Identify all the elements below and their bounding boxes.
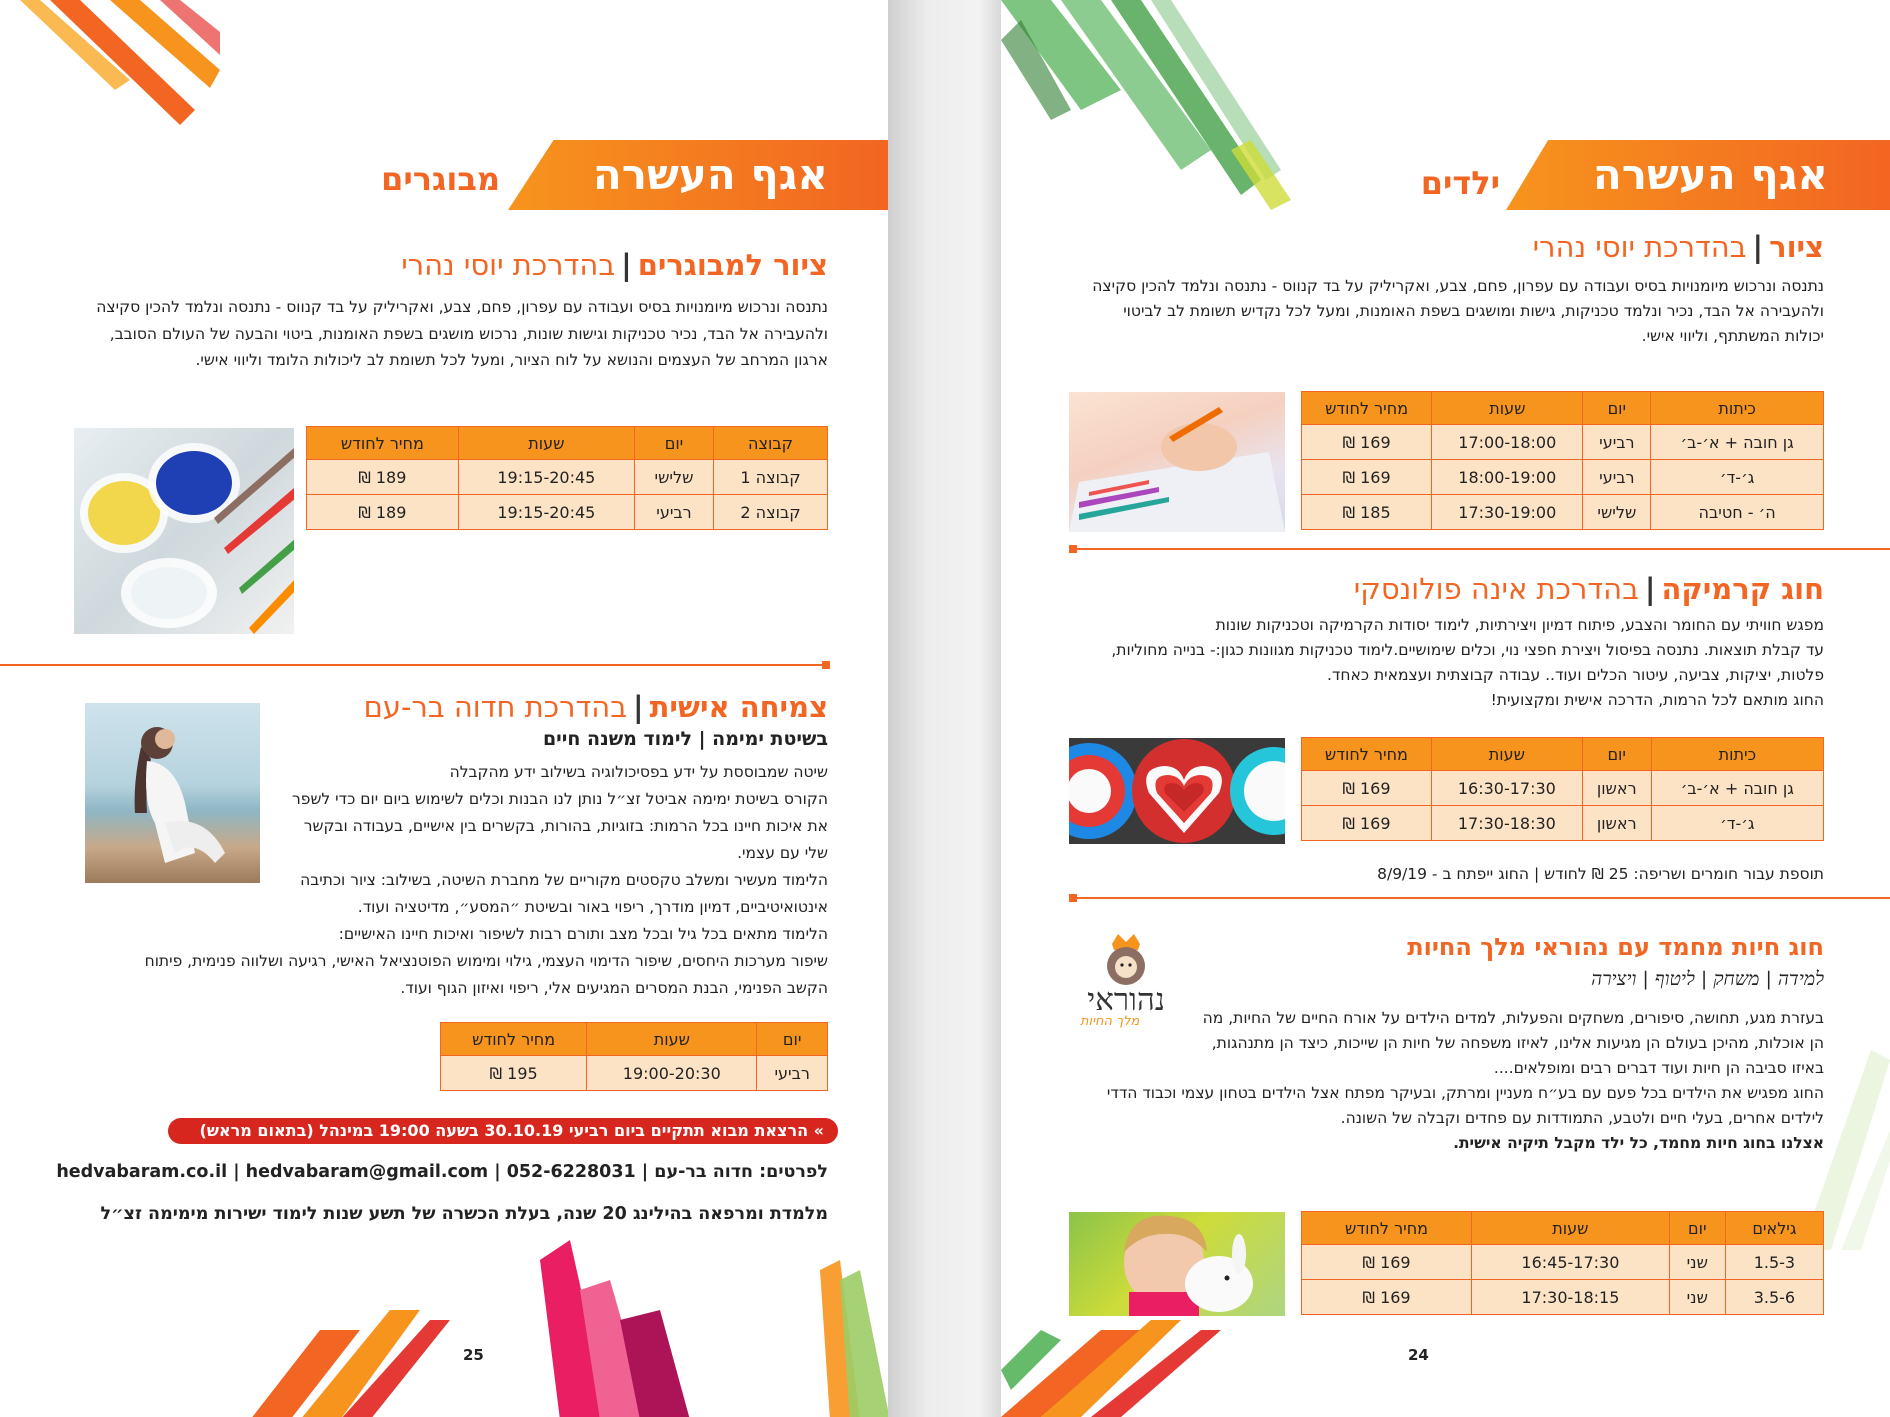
text-line: הן אוכלות, מהיכן בעולם הן מגיעות אלינו, לאיזו משפחה של חיות הן שייכות, כיצד הן מתנהגות, [1211,1034,1824,1052]
header-day: יום [1582,738,1651,771]
text-line: את איכות חיינו בכל הרמות: בזוגיות, בהורות, בקשרים בין אישיים, בעבודה ובקשר [303,817,828,835]
table-header-row [1302,392,1824,425]
gutter-shadow-left [888,0,928,1417]
table-row [307,495,828,530]
instructor-name: בהדרכת יוסי נהרי [401,248,616,282]
text-line: ולהעבירה אל הבד, נכיר ונלמד טכניקות, גישות ומושגים בשפת האומנות, ומעל לכל נקדיש תשומת לב לביטוי [1123,302,1824,320]
girl-with-rabbit-photo [1069,1212,1285,1316]
table-header-row [1302,1212,1824,1245]
personal-growth-title [364,690,828,724]
personal-growth-subtitle: בשיטת ימימה | לימוד משנה חיים [542,728,828,750]
text-line: החוג מפגיש את הילדים בכל פעם עם בע״ח מעניין ומרתק, ובעיקר מפתח אצל הילדים בטחון עצמי וכבוד הדדי [1106,1084,1824,1102]
cell: רביעי [1583,425,1651,460]
divider-dot [1069,545,1077,553]
header-grades: כיתות [1651,738,1823,771]
text-line: ארגון המרחב של העצמים והנושא על לוח הציור, ומעל לכל תשומת לב ליכולות הלומד וליווי אישי. [195,351,828,369]
cell: ג׳-ד׳ [1651,460,1824,495]
cell: 17:30-18:30 [1431,806,1582,841]
logo-name: נהוראי [1087,982,1165,1018]
pet-club-description [1034,1006,1824,1156]
text-line: הלימוד מתאים בכל גיל ובכל מצב ותורם רבות לשיפור ואיכות חיינו האישיים: [338,925,828,943]
cell: 17:00-18:00 [1432,425,1583,460]
text-line: שיטה שמבוססת על ידע בפסיכולוגיה בשילוב ידע מהקבלה [449,763,828,781]
cell: 189 ₪ [307,460,459,495]
table-header-row [307,427,828,460]
cell: 189 ₪ [307,495,459,530]
header-hours: שעות [1472,1212,1670,1245]
text-line: שיפור מערכות היחסים, שיפור הדימוי העצמי, גילוי ומימוש הפוטנציאל האישי, רגיעה ושלווה פנימית, פיתוח [144,952,828,970]
cell: שני [1669,1245,1725,1280]
cell: גן חובה + א׳-ב׳ [1651,425,1824,460]
cell: שני [1669,1280,1725,1315]
cell: גן חובה + א׳-ב׳ [1651,771,1823,806]
section-name: ציור [1769,230,1824,264]
header-title: אגף העשרה [1592,150,1828,199]
painting-adults-description [48,294,828,374]
cell: 1.5-3 [1725,1245,1823,1280]
text-line: פלטות, יציקות, צביעה, עיטור הכלים ועוד.. עבודה קבוצתית ועצמאית כאחד. [1326,666,1824,684]
cell: רביעי [757,1056,828,1091]
header-price: מחיר לחודש [307,427,459,460]
cell: ראשון [1582,806,1651,841]
text-line: באיזו סביבה הן חיות ועוד דברים רבים ומופלאים.... [1493,1059,1824,1077]
header-hours: שעות [1432,392,1583,425]
cell: 185 ₪ [1302,495,1432,530]
cell: 16:30-17:30 [1431,771,1582,806]
table-row [1302,806,1824,841]
cell: שלישי [1583,495,1651,530]
section-divider [1069,548,1890,550]
header-day: יום [1669,1212,1725,1245]
text-line: אצלנו בחוג חיות מחמד, כל ילד מקבל תיקיה אישית. [1453,1134,1824,1152]
text-line: נתנסה ונרכוש מיומנויות בסיס ועבודה עם עפרון, פחם, צבע, ואקריליק על בד קנווס - נתנסה ונלמד להכין סקיצה [1092,277,1824,295]
instructor-name: בהדרכת חדוה בר-עם [363,690,628,724]
cell: 17:30-18:15 [1472,1280,1670,1315]
child-drawing-photo [1069,392,1285,532]
header-price: מחיר לחודש [1302,1212,1472,1245]
table-row [307,460,828,495]
pet-club-schedule-table [1301,1211,1824,1315]
cell: ג׳-ד׳ [1651,806,1823,841]
header-hours: שעות [587,1023,757,1056]
instructor-credentials: מלמדת ומרפאה בהילינג 20 שנה, בעלת הכשרה של תשע שנות לימוד ישירות מימימה זצ״ל [100,1204,828,1224]
text-line: החוג מותאם לכל הרמות, הדרכה אישית ומקצועית! [1490,691,1824,709]
divider-dot [822,661,830,669]
logo-subtext: מלך החיות [1080,1014,1140,1029]
header-day: יום [635,427,714,460]
cell: 17:30-19:00 [1432,495,1583,530]
text-line: הקשב הפנימי, הבנת המסרים המגיעים אלי, ריפוי ואיזון הגוף ועוד. [400,979,828,997]
instructor-name: בהדרכת יוסי נהרי [1532,230,1747,264]
paint-pots-photo [74,428,294,634]
gutter-shadow-right [928,0,1001,1417]
cell: 19:15-20:45 [458,460,634,495]
text-line: ולהעבירה אל הבד, נכיר טכניקות וגישות שונות, נרכוש מושגים בשפת האומנות, ביטוי והבעה של העולם הסובב, [109,324,828,343]
title-separator: | [1752,230,1764,264]
cell: ה׳ - חטיבה [1651,495,1824,530]
text-line: הקורס בשיטת ימימה אביטל זצ״ל נותן לנו הבנות וכלים לשימוש ביום יום כדי לשפר [292,790,828,808]
cell: קבוצה 1 [713,460,827,495]
table-row [1302,1245,1824,1280]
text-line: לילדים אחרים, בעלי חיים ולטבע, התמודדות עם פחדים וקבלה של השונה. [1340,1109,1824,1127]
page-number: 25 [463,1346,484,1364]
cell: 16:45-17:30 [1472,1245,1670,1280]
cell: 169 ₪ [1302,1280,1472,1315]
header-title: אגף העשרה [592,150,828,199]
header-day: יום [757,1023,828,1056]
header-grades: כיתות [1651,392,1824,425]
title-separator: | [633,690,644,724]
page-25 [0,0,888,1417]
cell: קבוצה 2 [713,495,827,530]
ceramics-title [1354,572,1824,606]
section-name: ציור למבוגרים [637,248,828,282]
table-row [1302,495,1824,530]
table-row [1302,1280,1824,1315]
cell: 19:15-20:45 [458,495,634,530]
text-line: אינטואיטיביים, דמיון מודרך, ריפוי באור ובשיטת ״המסע״, מדיטציה ועוד. [357,898,828,916]
header-subtitle: מבוגרים [381,160,500,198]
table-header-row [441,1023,828,1056]
title-separator: | [621,248,632,282]
table-row [441,1056,828,1091]
table-header-row [1302,738,1824,771]
table-row [1302,425,1824,460]
text-line: שלי עם עצמי. [737,844,828,862]
text-line: בעזרת מגע, תחושה, סיפורים, משחקים והפעלות, למדים הילדים על אורח החיים של החיות, מה [1202,1009,1824,1027]
ceramic-bowls-photo [1069,738,1285,844]
header-ages: גילאים [1725,1212,1823,1245]
ceramics-description [1044,613,1824,713]
personal-growth-schedule-table [440,1022,828,1091]
table-row [1302,771,1824,806]
instructor-name: בהדרכת אינה פולונסקי [1353,572,1639,606]
pet-club-title: חוג חיות מחמד עם נהוראי מלך החיות [1407,933,1824,961]
section-name: צמיחה אישית [649,690,828,724]
cell: 18:00-19:00 [1432,460,1583,495]
divider-dot [1069,894,1077,902]
text-line: הלימוד מעשיר ומשלב טקסטים מקוריים של מחברת השיטה, בשילוב: ציור וכתיבה [300,871,828,889]
header-hours: שעות [1431,738,1582,771]
personal-growth-description [28,759,828,1002]
painting-kids-description [1064,274,1824,349]
orange-stripes-decoration-top [20,0,220,130]
green-stripes-decoration-top [1001,0,1291,210]
header-day: יום [1583,392,1651,425]
text-line: יכולות המשתתף, וליווי אישי. [1641,327,1824,345]
cell: 169 ₪ [1302,1245,1472,1280]
pet-club-tagline: למידה | משחק | ליטוף | ויצירה [1591,968,1824,990]
table-row [1302,460,1824,495]
header-price: מחיר לחודש [1302,392,1432,425]
cell: 169 ₪ [1302,460,1432,495]
ceramics-note: תוספת עבור חומרים ושריפה: 25 ₪ לחודש | החוג ייפתח ב - 8/9/19 [1377,865,1824,883]
section-divider [1069,897,1890,899]
text-line: מפגש חוויתי עם החומר והצבע, פיתוח דמיון ויצירתיות, לימוד יסודות הקרמיקה וטכניקות שונות [1215,616,1824,634]
header-group: קבוצה [713,427,827,460]
contact-details: לפרטים: חדוה בר-עם | 052-6228031 | hedvabaram.co.il | hedvabaram@gmail.com [56,1162,828,1182]
header-hours: שעות [458,427,634,460]
painting-adults-title [401,248,828,282]
painting-kids-schedule-table [1301,391,1824,530]
title-separator: | [1644,572,1656,606]
painting-adults-schedule-table [306,426,828,530]
ceramics-schedule-table [1301,737,1824,841]
cell: 169 ₪ [1302,771,1432,806]
header-subtitle: ילדים [1420,164,1500,202]
cell: רביעי [635,495,714,530]
stripes-decoration-bottom [240,1230,888,1417]
page-24 [1001,0,1890,1417]
header-price: מחיר לחודש [441,1023,587,1056]
cell: 169 ₪ [1302,806,1432,841]
cell: שלישי [635,460,714,495]
cell: 3.5-6 [1725,1280,1823,1315]
cell: ראשון [1582,771,1651,806]
text-line: עד קבלת תוצאות. נתנסה בפיסול ויצירת חפצי נוי, וכלים שימושיים.לימוד טכניקות מגוונות כגון:- בנייה מחוליות, [1111,641,1824,659]
section-name: חוג קרמיקה [1661,572,1824,606]
text-line: נתנסה ונרכוש מיומנויות בסיס ועבודה עם עפרון, פחם, צבע, ואקריליק על בד קנווס - נתנסה ונלמד להכין סקיצה [96,298,828,316]
cell: רביעי [1583,460,1651,495]
painting-kids-title [1533,230,1824,264]
cell: 195 ₪ [441,1056,587,1091]
cell: 19:00-20:30 [587,1056,757,1091]
cell: 169 ₪ [1302,425,1432,460]
section-divider [0,664,828,666]
header-price: מחיר לחודש [1302,738,1432,771]
page-number: 24 [1408,1346,1429,1364]
intro-lecture-banner: » הרצאת מבוא תתקיים ביום רביעי 30.10.19 בשעה 19:00 במינהל (בתאום מראש) [168,1118,838,1144]
